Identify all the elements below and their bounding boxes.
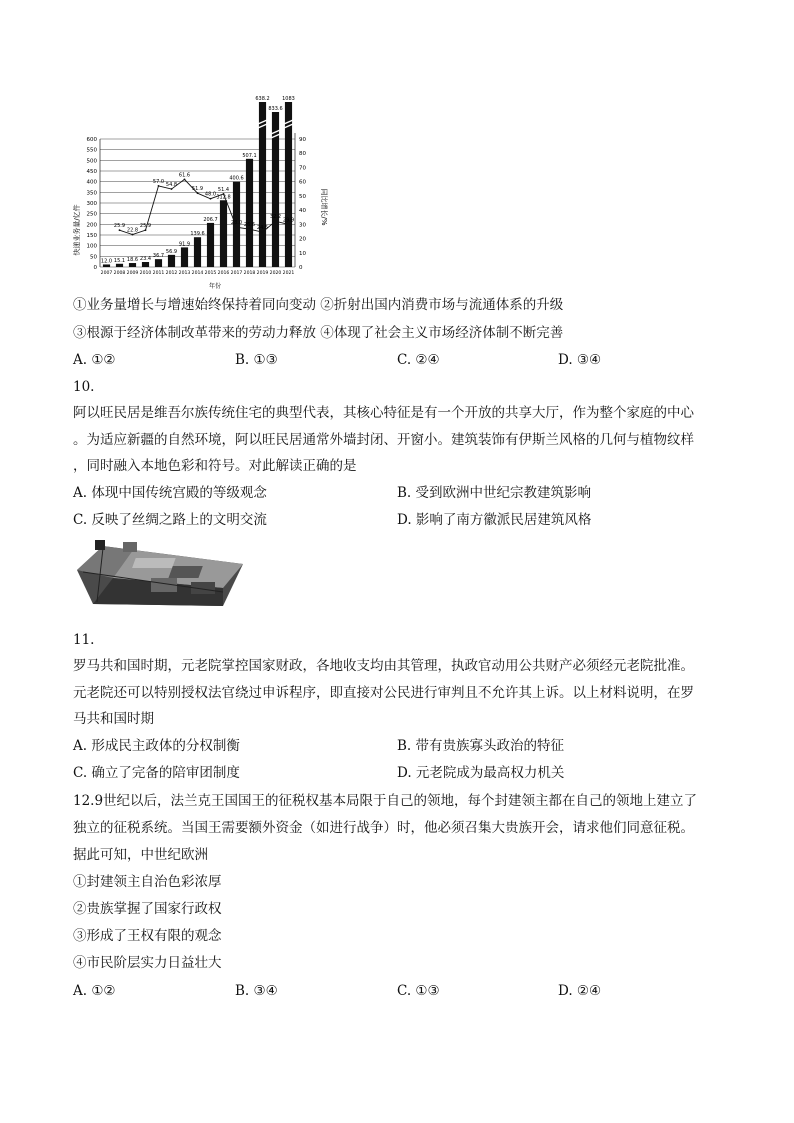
- bar-value-label: 312.8: [216, 194, 231, 201]
- bar-value-label: 18.6: [126, 257, 139, 264]
- bar: [207, 223, 214, 267]
- bar: [220, 200, 227, 267]
- q12-item-4: ④市民阶层实力日益壮大: [73, 955, 222, 971]
- growth-point: [119, 229, 121, 231]
- year-tick-label: 2011: [152, 271, 165, 276]
- q12-line-2: 独立的征税系统。当国王需要额外资金（如进行战争）时，他必须召集大贵族开会，请求他们同意征税。: [73, 820, 694, 836]
- growth-value-label: 28.0: [230, 220, 243, 227]
- q11-option-b[interactable]: B. 带有贵族寡头政治的特征: [397, 738, 565, 754]
- growth-value-label: 54.8: [165, 182, 178, 189]
- left-tick-label: 100: [86, 243, 97, 250]
- year-tick-label: 2007: [100, 271, 113, 276]
- year-tick-label: 2017: [230, 271, 243, 276]
- x-axis-label: 年份: [208, 283, 222, 290]
- q11-line-2: 元老院还可以特别授权法官绕过申诉程序，即直接对公民进行审判且不允许其上诉。以上材料说明，在罗: [73, 685, 694, 701]
- growth-value-label: 48.0: [204, 191, 217, 198]
- right-tick-label: 80: [299, 151, 306, 158]
- aiwang-house-image: [73, 538, 245, 610]
- q10-option-c[interactable]: C. 反映了丝绸之路上的文明交流: [73, 512, 267, 528]
- growth-point: [275, 220, 277, 222]
- bar: [142, 262, 149, 267]
- q11-option-c[interactable]: C. 确立了完备的陪审团制度: [73, 765, 240, 781]
- growth-point: [197, 192, 199, 194]
- bar-value-label: 139.6: [190, 231, 205, 238]
- right-tick-label: 70: [299, 165, 306, 172]
- growth-value-label: 29.9: [282, 217, 295, 224]
- q11-option-d[interactable]: D. 元老院成为最高权力机关: [397, 765, 565, 781]
- bar-value-label: 833.6: [268, 106, 283, 112]
- q9-statement-1: ①业务量增长与增速始终保持着同向变动 ②折射出国内消费市场与流通体系的升级: [73, 297, 564, 313]
- q9-statement-2: ③根源于经济体制改革带来的劳动力释放 ④体现了社会主义市场经济体制不断完善: [73, 325, 564, 341]
- q12-item-2: ②贵族掌握了国家行政权: [73, 901, 222, 917]
- bar-value-label: 206.7: [203, 216, 218, 223]
- bar-value-label: 36.7: [152, 253, 165, 260]
- q11-line-3: 马共和国时期: [73, 711, 154, 727]
- growth-point: [262, 231, 264, 233]
- right-tick-label: 50: [299, 193, 306, 200]
- q12-option-b[interactable]: B. ③④: [235, 983, 278, 999]
- left-tick-label: 500: [86, 158, 97, 165]
- bar-value-label: 15.1: [113, 257, 126, 264]
- growth-point: [249, 228, 251, 230]
- left-tick-label: 50: [90, 254, 97, 261]
- right-axis-label: 同比增长/%: [320, 188, 328, 226]
- bar-value-label: 91.9: [178, 241, 191, 248]
- q11-number: 11.: [73, 632, 95, 648]
- year-tick-label: 2016: [217, 271, 230, 276]
- bar: [103, 264, 110, 267]
- q10-option-a[interactable]: A. 体现中国传统宫殿的等级观念: [73, 485, 267, 501]
- bar-value-label: 638.2: [255, 96, 270, 102]
- year-tick-label: 2009: [126, 271, 139, 276]
- q11-option-a[interactable]: A. 形成民主政体的分权制衡: [73, 738, 240, 754]
- bar: [129, 263, 136, 267]
- q10-number: 10.: [73, 379, 95, 395]
- growth-value-label: 24.5: [256, 225, 269, 232]
- growth-value-label: 22.8: [126, 227, 139, 234]
- q12-line-3: 据此可知，中世纪欧洲: [73, 847, 208, 863]
- bar: [155, 259, 162, 267]
- bar-value-label: 23.4: [139, 256, 152, 263]
- left-tick-label: 550: [86, 147, 97, 154]
- left-tick-label: 400: [86, 179, 97, 186]
- q12-line-1: 12.9世纪以后，法兰克王国国王的征税权基本局限于自己的领地，每个封建领主都在自己的领地上建立了: [73, 793, 698, 809]
- growth-point: [288, 224, 290, 226]
- left-tick-label: 250: [86, 211, 97, 218]
- q12-option-c[interactable]: C. ①③: [397, 983, 440, 999]
- bar-value-label: 12.0: [100, 258, 113, 265]
- bar: [168, 255, 175, 267]
- right-tick-label: 60: [299, 179, 306, 186]
- year-tick-label: 2019: [256, 271, 269, 276]
- right-tick-label: 40: [299, 208, 306, 215]
- q11-line-1: 罗马共和国时期，元老院掌控国家财政，各地收支均由其管理，执政官动用公共财产必须经元老院批准。: [73, 658, 694, 674]
- bar-value-label: 56.9: [165, 248, 178, 255]
- growth-value-label: 25.9: [113, 223, 126, 230]
- growth-value-label: 61.6: [178, 172, 191, 179]
- left-tick-label: 200: [86, 222, 97, 229]
- left-tick-label: 0: [93, 265, 97, 271]
- growth-value-label: 25.9: [139, 223, 152, 230]
- q10-line-3: ，同时融入本地色彩和符号。对此解读正确的是: [73, 458, 357, 474]
- year-tick-label: 2018: [243, 271, 256, 276]
- year-tick-label: 2010: [139, 271, 152, 276]
- q10-line-1: 阿以旺民居是维吾尔族传统住宅的典型代表，其核心特征是有一个开放的共享大厅，作为整个家庭的中心: [73, 405, 694, 421]
- q12-option-a[interactable]: A. ①②: [73, 983, 116, 999]
- growth-value-label: 51.4: [217, 186, 230, 193]
- left-axis-label: 快递业务量/亿件: [73, 204, 81, 256]
- growth-value-label: 51.9: [191, 186, 204, 193]
- growth-point: [236, 226, 238, 228]
- right-tick-label: 20: [299, 236, 306, 243]
- right-tick-label: 10: [299, 250, 306, 257]
- bar-value-label: 1083: [282, 96, 295, 102]
- right-tick-label: 30: [299, 222, 306, 229]
- year-tick-label: 2021: [282, 271, 295, 276]
- q9-option-d[interactable]: D. ③④: [558, 352, 602, 368]
- growth-point: [171, 188, 173, 190]
- bar: [194, 237, 201, 267]
- year-tick-label: 2008: [113, 271, 126, 276]
- year-tick-label: 2013: [178, 271, 191, 276]
- growth-value-label: 26.6: [243, 222, 256, 229]
- q9-option-a[interactable]: A. ①②: [73, 352, 116, 368]
- growth-point: [132, 234, 134, 236]
- right-tick-label: 0: [299, 265, 303, 271]
- q10-option-b[interactable]: B. 受到欧洲中世纪宗教建筑影响: [397, 485, 592, 501]
- year-tick-label: 2012: [165, 271, 178, 276]
- q9-option-c[interactable]: C. ②④: [397, 352, 440, 368]
- chart-bars: [100, 102, 293, 267]
- left-tick-label: 600: [86, 137, 97, 143]
- bar-value-label: 400.6: [229, 175, 244, 182]
- bar: [181, 247, 188, 267]
- left-tick-label: 150: [86, 233, 97, 239]
- growth-point: [184, 178, 186, 180]
- left-tick-label: 350: [86, 190, 97, 197]
- q10-option-d[interactable]: D. 影响了南方徽派民居建筑风格: [397, 512, 592, 528]
- express-business-chart: [70, 92, 328, 292]
- left-tick-label: 450: [86, 169, 97, 175]
- bar: [116, 264, 123, 267]
- year-tick-label: 2015: [204, 271, 217, 276]
- q12-option-d[interactable]: D. ②④: [558, 983, 602, 999]
- q12-item-1: ①封建领主自治色彩浓厚: [73, 874, 222, 890]
- growth-point: [145, 229, 147, 231]
- year-tick-label: 2020: [269, 271, 282, 276]
- right-tick-label: 90: [299, 137, 306, 143]
- growth-value-label: 32.2: [269, 214, 282, 221]
- q10-line-2: 。为适应新疆的自然环境，阿以旺民居通常外墙封闭、开窗小。建筑装饰有伊斯兰风格的几何与植物纹样: [73, 432, 694, 448]
- year-tick-label: 2014: [191, 271, 204, 276]
- growth-point: [210, 198, 212, 200]
- q9-option-b[interactable]: B. ①③: [235, 352, 278, 368]
- bar: [243, 159, 256, 267]
- bar-value-label: 507.1: [242, 152, 257, 159]
- q12-item-3: ③形成了王权有限的观念: [73, 928, 222, 944]
- left-tick-label: 300: [86, 201, 97, 207]
- growth-point: [158, 185, 160, 187]
- growth-value-label: 57.0: [152, 178, 165, 185]
